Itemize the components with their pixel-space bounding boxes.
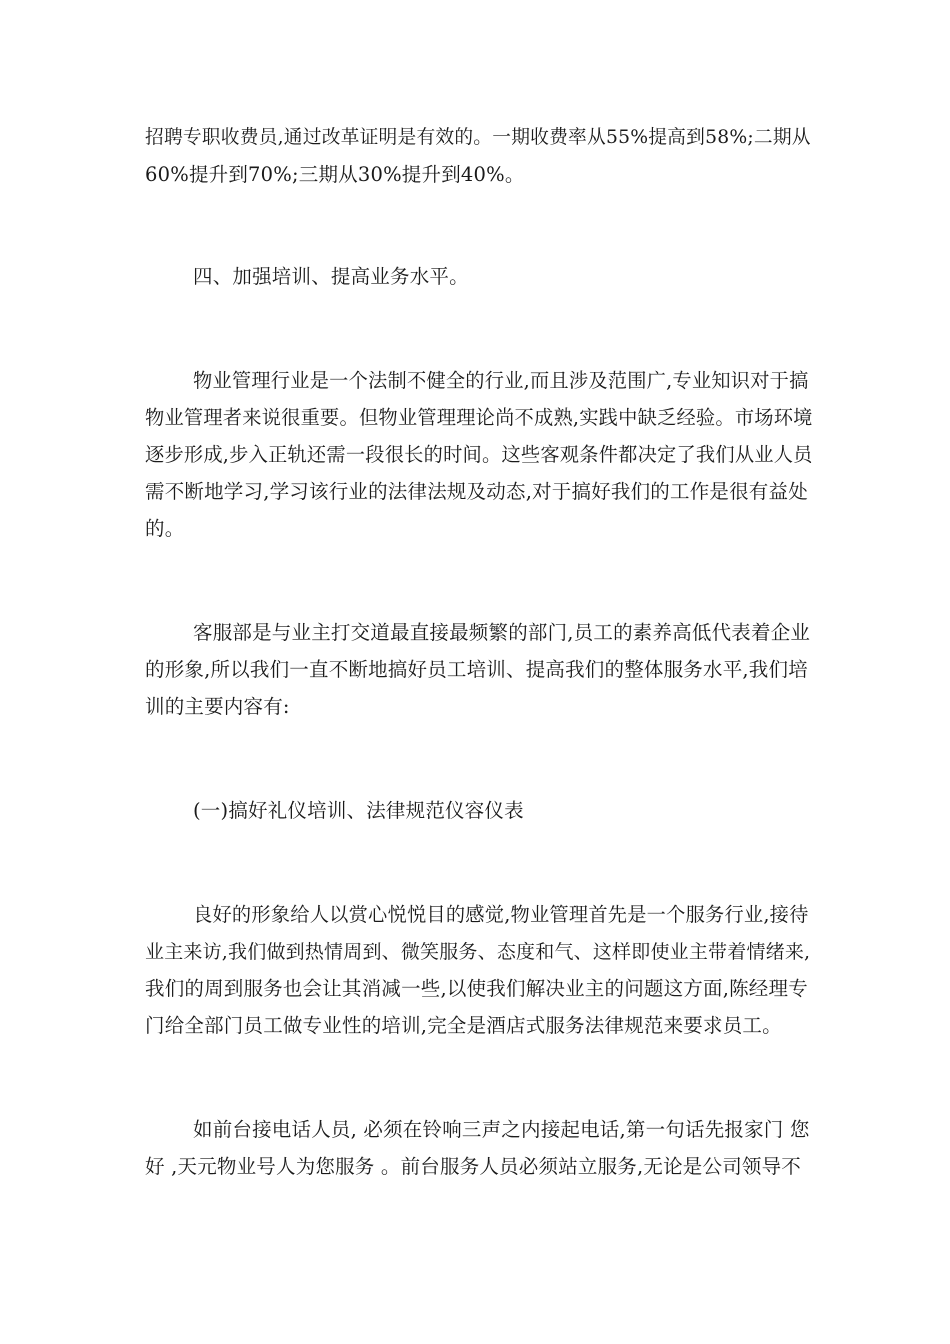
paragraph-3-line-2: 物业管理者来说很重要。但物业管理理论尚不成熟,实践中缺乏经验。市场环境 — [145, 406, 813, 429]
paragraph-6-line-3: 我们的周到服务也会让其消减一些,以使我们解决业主的问题这方面,陈经理专 — [145, 977, 808, 1000]
paragraph-3-line-4: 需不断地学习,学习该行业的法律法规及动态,对于搞好我们的工作是很有益处 — [145, 480, 808, 503]
paragraph-1-line-2: 60%提升到70%;三期从30%提升到40%。 — [145, 163, 525, 186]
paragraph-1-line-1: 招聘专职收费员,通过改革证明是有效的。一期收费率从55%提高到58%;二期从 — [145, 127, 811, 148]
paragraph-6-line-1: 良好的形象给人以赏心悦悦目的感觉,物业管理首先是一个服务行业,接待 — [193, 903, 809, 926]
paragraph-3-line-5: 的。 — [145, 517, 185, 540]
subsection-heading-1: (一)搞好礼仪培训、法律规范仪容仪表 — [193, 799, 524, 822]
paragraph-7-line-2: 好 ,天元物业号人为您服务 。前台服务人员必须站立服务,无论是公司领导不 — [145, 1155, 801, 1178]
paragraph-3-line-1: 物业管理行业是一个法制不健全的行业,而且涉及范围广,专业知识对于搞 — [193, 369, 809, 392]
paragraph-4-line-1: 客服部是与业主打交道最直接最频繁的部门,员工的素养高低代表着企业 — [193, 621, 811, 644]
section-heading-4: 四、加强培训、提高业务水平。 — [193, 265, 469, 288]
paragraph-7-line-1: 如前台接电话人员, 必须在铃响三声之内接起电话,第一句话先报家门 您 — [193, 1118, 810, 1141]
paragraph-3-line-3: 逐步形成,步入正轨还需一段很长的时间。这些客观条件都决定了我们从业人员 — [145, 443, 813, 466]
paragraph-4-line-2: 的形象,所以我们一直不断地搞好员工培训、提高我们的整体服务水平,我们培 — [145, 658, 808, 681]
paragraph-4-line-3: 训的主要内容有: — [145, 695, 290, 718]
paragraph-6-line-2: 业主来访,我们做到热情周到、微笑服务、态度和气、这样即使业主带着情绪来, — [145, 941, 811, 963]
paragraph-6-line-4: 门给全部门员工做专业性的培训,完全是酒店式服务法律规范来要求员工。 — [145, 1014, 782, 1037]
